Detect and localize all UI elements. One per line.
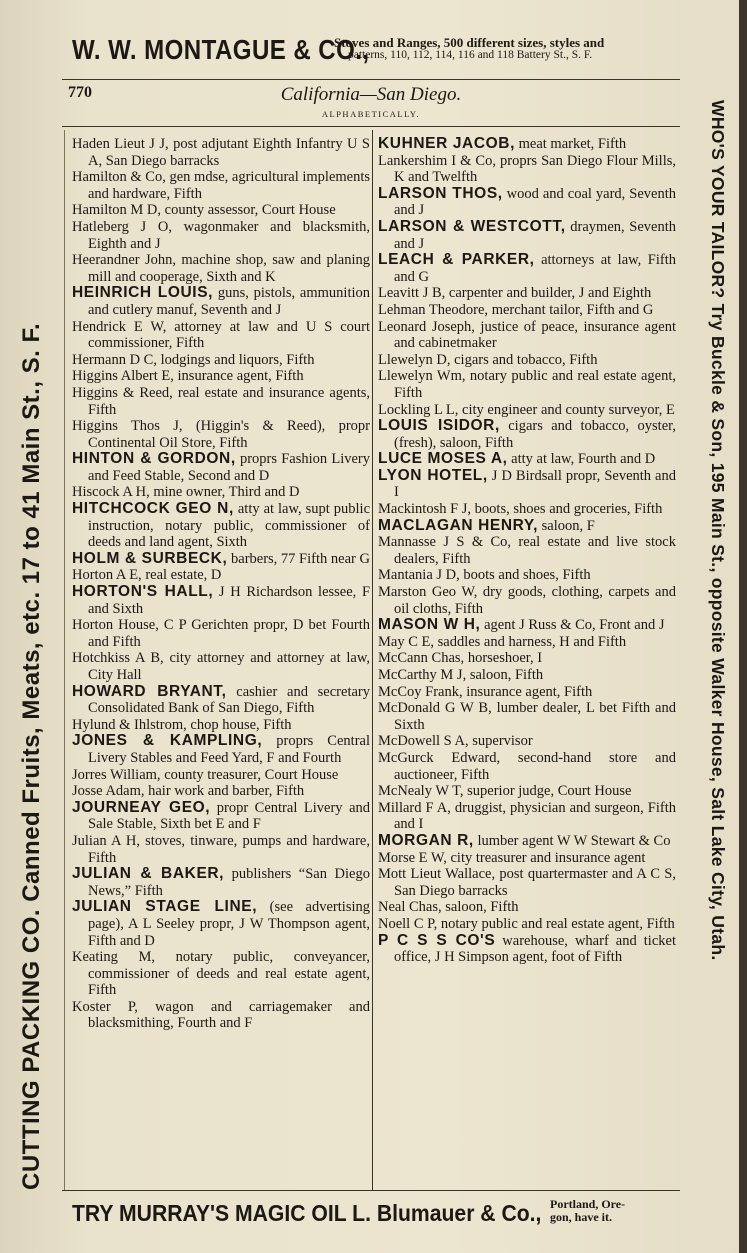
entry-details: proprs Fashion Livery and Feed Stable, Second and D bbox=[88, 451, 370, 484]
entry-name: McCoy Frank, bbox=[378, 683, 463, 700]
entry-details: mine owner, Third and D bbox=[149, 484, 300, 501]
entry-name: Mannasse J S & Co, bbox=[378, 534, 512, 551]
entry-details: gen mdse, agricultural implements and hardware, Fifth bbox=[88, 169, 371, 202]
directory-entry bbox=[378, 153, 676, 186]
header-rule bbox=[62, 126, 680, 127]
directory-entry bbox=[378, 850, 676, 867]
directory-entry bbox=[72, 385, 370, 418]
entry-details: atty at law, supt public instruction, notary public, commissioner of deeds and land agent, Sixth bbox=[88, 501, 371, 551]
entry-name: Mackintosh F J, bbox=[378, 501, 472, 518]
directory-entry bbox=[72, 617, 370, 650]
entry-details: boots and shoes, Fifth bbox=[459, 567, 591, 584]
entry-details: supervisor bbox=[468, 733, 533, 750]
directory-entry bbox=[72, 999, 370, 1032]
entry-details: insurance agent, Fifth bbox=[173, 368, 304, 385]
entry-name: Hamilton & Co, bbox=[72, 169, 166, 186]
entry-details: druggist, physician and surgeon, Fifth and I bbox=[394, 799, 676, 833]
entry-name: McDonald G W B, bbox=[378, 700, 492, 717]
entry-details: lumber agent W W Stewart & Co bbox=[473, 832, 671, 849]
entry-details: saloon, Fifth bbox=[466, 667, 544, 683]
entry-details: publishers “San Diego News,” Fifth bbox=[88, 866, 370, 899]
directory-entry bbox=[378, 418, 676, 451]
directory-entry bbox=[378, 916, 676, 933]
entry-name: Mott Lieut Wallace, bbox=[378, 866, 496, 883]
entry-details: boots, shoes and groceries, Fifth bbox=[471, 501, 663, 518]
directory-entry bbox=[72, 169, 370, 202]
directory-entry bbox=[378, 534, 676, 567]
directory-entry bbox=[72, 501, 370, 551]
entry-name: McGurck Edward, bbox=[378, 749, 501, 766]
right-column bbox=[378, 136, 676, 966]
directory-entry bbox=[72, 866, 370, 899]
directory-entry bbox=[378, 634, 676, 651]
entry-name: Leonard Joseph, bbox=[378, 318, 475, 335]
entry-name: HEINRICH LOUIS, bbox=[72, 284, 214, 302]
entry-details: J D Birdsall propr, Seventh and I bbox=[394, 467, 676, 501]
entry-details: post quartermaster and A C S, San Diego barracks bbox=[394, 866, 676, 899]
directory-entry bbox=[72, 717, 370, 734]
entry-details: notary public and real estate agent, Fifth bbox=[437, 915, 675, 932]
bottom-advertisement bbox=[72, 1196, 682, 1236]
bottom-ad-details bbox=[550, 1198, 625, 1224]
directory-entry bbox=[378, 352, 676, 369]
directory-entry bbox=[72, 551, 370, 568]
entry-name: MACLAGAN HENRY, bbox=[378, 516, 538, 534]
entry-details: real estate and live stock dealers, Fifth bbox=[394, 534, 676, 567]
directory-entry bbox=[72, 767, 370, 784]
entry-name: Llewelyn Wm, bbox=[378, 368, 466, 385]
page-subtitle: ALPHABETICALLY. bbox=[321, 109, 421, 119]
entry-details: real estate, D bbox=[141, 567, 222, 584]
directory-entry bbox=[378, 186, 676, 219]
entry-name: P C S S CO'S bbox=[378, 931, 496, 949]
bottom-ad-line2: gon, have it. bbox=[550, 1210, 613, 1224]
entry-details: dry goods, clothing, carpets and oil cloths, Fifth bbox=[394, 584, 676, 617]
entry-details: cigars and tobacco, oyster, (fresh), saloon, Fifth bbox=[394, 418, 677, 451]
entry-details: propr Central Livery and Sale Stable, Sixth bet E and F bbox=[88, 799, 370, 833]
entry-name: Marston Geo W, bbox=[378, 584, 478, 601]
directory-entry bbox=[378, 319, 676, 352]
top-rule bbox=[62, 79, 680, 80]
top-ad-details bbox=[334, 36, 604, 62]
entry-details: proprs Central Livery Stables and Feed Yard, F and Fourth bbox=[88, 733, 370, 766]
directory-entry bbox=[378, 501, 676, 518]
entry-details: wagonmaker and blacksmith, Eighth and J bbox=[88, 218, 370, 252]
entry-name: Noell C P, bbox=[378, 915, 438, 932]
entry-details: saddles and harness, H and Fifth bbox=[433, 633, 627, 650]
entry-name: Neal Chas, bbox=[378, 899, 442, 916]
entry-details: (see advertising page), A L Seeley propr, J W Thompson agent, Fifth and D bbox=[88, 899, 370, 949]
entry-details: superior judge, Court House bbox=[463, 783, 632, 800]
entry-name: LEACH & PARKER, bbox=[378, 251, 535, 269]
directory-entry bbox=[378, 700, 676, 733]
entry-details: saloon, Fifth bbox=[441, 899, 519, 916]
entry-name: Llewelyn D, bbox=[378, 351, 451, 368]
entry-name: Jorres William, bbox=[72, 766, 161, 783]
entry-name: JONES & KAMPLING, bbox=[72, 732, 263, 750]
entry-details: city treasurer and insurance agent bbox=[446, 849, 646, 866]
directory-entry bbox=[72, 684, 370, 717]
directory-entry bbox=[72, 285, 370, 318]
entry-name: McCarthy M J, bbox=[378, 667, 467, 683]
left-column bbox=[72, 136, 370, 1032]
entry-details: meat market, Fifth bbox=[514, 136, 627, 152]
entry-details: city attorney and attorney at law, City Hall bbox=[88, 650, 370, 683]
entry-name: HOLM & SURBECK, bbox=[72, 549, 228, 567]
entry-details: agent J Russ & Co, Front and J bbox=[480, 617, 665, 634]
directory-entry bbox=[72, 800, 370, 833]
entry-details: attorney at law and U S court commissioner, Fifth bbox=[88, 318, 370, 352]
directory-entry bbox=[72, 484, 370, 501]
directory-entry bbox=[378, 402, 676, 419]
directory-entry bbox=[378, 136, 676, 153]
entry-details: cigars and tobacco, Fifth bbox=[450, 351, 598, 368]
entry-details: warehouse, wharf and ticket office, J H Simpson agent, foot of Fifth bbox=[394, 932, 676, 966]
entry-name: Hatleberg J O, bbox=[72, 218, 172, 235]
entry-name: McDowell S A, bbox=[378, 733, 469, 750]
entry-name: Hamilton M D, bbox=[72, 202, 162, 219]
entry-details: (Higgin's & Reed), propr Continental Oil Store, Fifth bbox=[88, 418, 371, 451]
entry-details: wood and coal yard, Seventh and J bbox=[394, 185, 676, 219]
directory-entry bbox=[378, 933, 676, 966]
directory-entry bbox=[378, 684, 676, 701]
directory-entry bbox=[378, 567, 676, 584]
bottom-ad-main: TRY MURRAY'S MAGIC OIL L. Blumauer & Co., bbox=[72, 1200, 542, 1226]
directory-entry bbox=[378, 899, 676, 916]
entry-details: notary public and real estate agent, Fifth bbox=[394, 368, 677, 401]
entry-name: Millard F A, bbox=[378, 799, 451, 816]
entry-details: hair work and barber, Fifth bbox=[144, 783, 305, 800]
entry-name: Josse Adam, bbox=[72, 783, 145, 800]
entry-details: lumber dealer, L bet Fifth and Sixth bbox=[394, 700, 676, 733]
entry-name: Mantania J D, bbox=[378, 567, 460, 584]
directory-entry bbox=[378, 468, 676, 501]
directory-entry bbox=[378, 866, 676, 899]
entry-details: stoves, tinware, pumps and hardware, Fifth bbox=[88, 832, 370, 866]
entry-name: Higgins & Reed, bbox=[72, 384, 173, 401]
bottom-ad-line1: Portland, Ore- bbox=[550, 1197, 626, 1211]
entry-name: Lankershim I & Co, bbox=[378, 152, 496, 169]
directory-entry bbox=[72, 368, 370, 385]
right-side-advertisement: WHO'S YOUR TAILOR? Try Buckle & Son, 195 Main St., opposite Walker House, Salt Lake City, Utah. bbox=[708, 100, 728, 961]
entry-name: Lehman Theodore, bbox=[378, 301, 489, 318]
entry-name: Julian A H, bbox=[72, 832, 140, 849]
entry-name: Hylund & Ihlstrom, bbox=[72, 716, 187, 733]
entry-name: Haden Lieut J J, bbox=[72, 136, 169, 152]
entry-name: HOWARD BRYANT, bbox=[72, 682, 227, 700]
entry-name: Leavitt J B, bbox=[378, 285, 446, 302]
entry-name: Koster P, bbox=[72, 998, 138, 1015]
directory-entry bbox=[378, 733, 676, 750]
directory-entry bbox=[72, 252, 370, 285]
entry-name: Hotchkiss A B, bbox=[72, 650, 164, 667]
entry-name: MASON W H, bbox=[378, 616, 481, 634]
directory-entry bbox=[72, 833, 370, 866]
directory-entry bbox=[378, 368, 676, 401]
entry-name: HORTON'S HALL, bbox=[72, 583, 214, 601]
directory-entry bbox=[378, 667, 676, 684]
directory-entry bbox=[72, 567, 370, 584]
directory-entry bbox=[378, 219, 676, 252]
entry-name: MORGAN R, bbox=[378, 831, 474, 849]
entry-name: HINTON & GORDON, bbox=[72, 450, 236, 468]
entry-name: Higgins Thos J, bbox=[72, 418, 183, 435]
entry-name: Morse E W, bbox=[378, 849, 447, 866]
entry-name: Heerandner John, bbox=[72, 252, 177, 269]
directory-entry bbox=[378, 783, 676, 800]
directory-entry bbox=[378, 833, 676, 850]
entry-details: carpenter and builder, J and Eighth bbox=[445, 285, 652, 302]
directory-entry bbox=[72, 319, 370, 352]
directory-entry bbox=[378, 518, 676, 535]
entry-details: J H Richardson lessee, F and Sixth bbox=[88, 584, 371, 617]
entry-name: Lockling L L, bbox=[378, 401, 459, 418]
entry-details: saloon, F bbox=[537, 517, 595, 534]
entry-name: Hendrick E W, bbox=[72, 318, 167, 335]
entry-details: justice of peace, insurance agent and cabinetmaker bbox=[394, 318, 676, 352]
entry-name: McNealy W T, bbox=[378, 783, 464, 800]
entry-details: barbers, 77 Fifth near G bbox=[227, 550, 370, 567]
directory-entry bbox=[72, 650, 370, 683]
top-ad-line1: Stoves and Ranges, 500 different sizes, styles and bbox=[334, 35, 605, 50]
directory-entry bbox=[378, 302, 676, 319]
entry-details: proprs San Diego Flour Mills, K and Twelfth bbox=[394, 152, 676, 186]
page-edge-shadow bbox=[739, 0, 747, 1253]
left-margin-rule bbox=[64, 130, 65, 1190]
entry-details: cashier and secretary Consolidated Bank of San Diego, Fifth bbox=[88, 683, 370, 717]
left-side-advertisement: CUTTING PACKING CO. Canned Fruits, Meats, etc. 17 to 41 Main St., S. F. bbox=[18, 322, 45, 1190]
directory-entry bbox=[72, 899, 370, 949]
entry-name: Horton House, bbox=[72, 617, 159, 634]
directory-entry bbox=[378, 584, 676, 617]
top-ad-line2: patterns, 110, 112, 114, 116 and 118 Battery St., S. F. bbox=[348, 49, 593, 61]
entry-details: guns, pistols, ammunition and cutlery manuf, Seventh and J bbox=[88, 285, 370, 318]
entry-details: C P Gerichten propr, D bet Fourth and Fifth bbox=[88, 617, 370, 650]
entry-details: county treasurer, Court House bbox=[160, 766, 339, 783]
entry-details: wagon and carriagemaker and blacksmithing, Fourth and F bbox=[88, 998, 370, 1032]
entry-name: LYON HOTEL, bbox=[378, 466, 488, 484]
entry-details: attorneys at law, Fifth and G bbox=[394, 252, 676, 285]
entry-details: atty at law, Fourth and D bbox=[507, 451, 656, 468]
entry-details: chop house, Fifth bbox=[186, 716, 292, 733]
directory-entry bbox=[72, 733, 370, 766]
directory-entry bbox=[72, 949, 370, 999]
top-advertisement bbox=[72, 30, 682, 70]
directory-entry bbox=[72, 451, 370, 484]
entry-name: Horton A E, bbox=[72, 567, 142, 584]
entry-details: post adjutant Eighth Infantry U S A, San Diego barracks bbox=[88, 136, 370, 169]
directory-entry bbox=[378, 285, 676, 302]
directory-entry bbox=[72, 136, 370, 169]
entry-name: Hiscock A H, bbox=[72, 484, 150, 501]
directory-entry bbox=[378, 750, 676, 783]
directory-entry bbox=[378, 800, 676, 833]
entry-name: May C E, bbox=[378, 633, 434, 650]
directory-entry bbox=[378, 617, 676, 634]
entry-name: LOUIS ISIDOR, bbox=[378, 417, 500, 435]
entry-name: JULIAN STAGE LINE, bbox=[72, 898, 258, 916]
entry-details: merchant tailor, Fifth and G bbox=[488, 301, 654, 318]
top-ad-name: W. W. MONTAGUE & CO., bbox=[72, 34, 370, 65]
directory-entry bbox=[72, 418, 370, 451]
entry-details: insurance agent, Fifth bbox=[462, 683, 593, 700]
entry-name: Higgins Albert E, bbox=[72, 368, 174, 385]
entry-name: LARSON THOS, bbox=[378, 184, 503, 202]
directory-entry bbox=[72, 352, 370, 369]
page-number: 770 bbox=[68, 84, 92, 101]
bottom-rule bbox=[62, 1190, 680, 1191]
page-title: California—San Diego. bbox=[280, 84, 462, 105]
directory-entry bbox=[72, 219, 370, 252]
entry-details: city engineer and county surveyor, E bbox=[458, 401, 675, 418]
directory-entry bbox=[72, 202, 370, 219]
entry-details: real estate and insurance agents, Fifth bbox=[88, 384, 370, 418]
entry-details: machine shop, saw and planing mill and cooperage, Sixth and K bbox=[88, 252, 370, 285]
entry-name: Hermann D C, bbox=[72, 351, 157, 368]
entry-name: LARSON & WESTCOTT, bbox=[378, 217, 566, 235]
entry-name: JOURNEAY GEO, bbox=[72, 798, 211, 816]
entry-name: JULIAN & BAKER, bbox=[72, 865, 225, 883]
entry-name: McCann Chas, bbox=[378, 650, 465, 667]
entry-details: draymen, Seventh and J bbox=[394, 218, 676, 252]
directory-entry bbox=[72, 584, 370, 617]
entry-name: HITCHCOCK GEO N, bbox=[72, 500, 234, 518]
entry-details: lodgings and liquors, Fifth bbox=[156, 351, 315, 368]
entry-name: KUHNER JACOB, bbox=[378, 135, 515, 152]
directory-entry bbox=[378, 650, 676, 667]
entry-details: second-hand store and auctioneer, Fifth bbox=[394, 749, 676, 783]
entry-name: Keating M, bbox=[72, 949, 156, 966]
entry-details: county assessor, Court House bbox=[161, 202, 336, 219]
column-divider bbox=[372, 130, 373, 1190]
entry-details: horseshoer, I bbox=[464, 650, 543, 667]
directory-entry bbox=[378, 451, 676, 468]
entry-name: LUCE MOSES A, bbox=[378, 450, 508, 468]
entry-details: notary public, conveyancer, commissioner of deeds and real estate agent, Fifth bbox=[88, 949, 370, 999]
directory-entry bbox=[378, 252, 676, 285]
directory-entry bbox=[72, 783, 370, 800]
